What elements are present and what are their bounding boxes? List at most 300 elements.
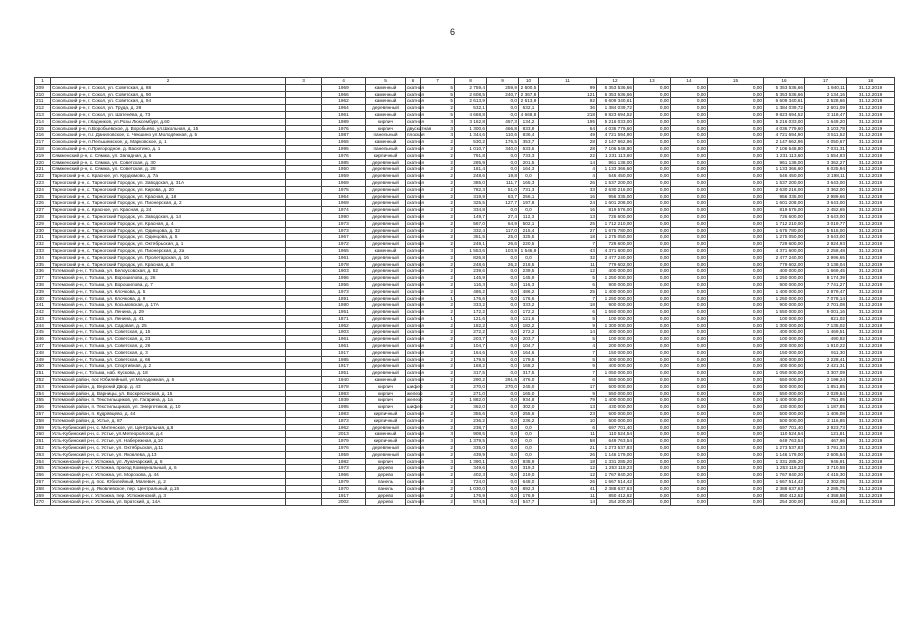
table-cell: 2 — [421, 105, 455, 112]
table-cell: 1 250 000,00 — [597, 295, 634, 302]
table-cell: 1 273 537,83 — [597, 445, 634, 452]
table-cell: 0,00 — [634, 336, 671, 343]
table-cell: Усть-Кубинский р-н, с. Устье, ул. Набережная, д.10 — [51, 438, 286, 445]
table-cell: 230 — [35, 227, 51, 234]
table-cell: 0,00 — [708, 234, 764, 241]
table-cell: 6 609 340,61 — [597, 98, 634, 105]
table-cell: 1969 — [322, 179, 366, 186]
table-cell: 31.12.2019 — [847, 159, 895, 166]
table-cell: 1 231 113,60 — [764, 152, 805, 159]
table-cell: Сямженский р-н, с. Сямжа, ул. Советская, д. 28 — [51, 166, 286, 173]
table-cell: 1 940,11 — [805, 84, 847, 91]
table-cell: кирпичный — [366, 438, 406, 445]
table-cell: 1 384 039,72 — [597, 105, 634, 112]
table-row — [35, 268, 895, 275]
table-cell: 2 — [421, 499, 455, 506]
table-cell: дерево — [366, 465, 406, 472]
table-cell: 0,00 — [634, 288, 671, 295]
table-cell: 33 — [539, 186, 597, 193]
table-cell: 9 823 694,52 — [597, 111, 634, 118]
table-cell: 0,00 — [708, 315, 764, 322]
table-cell: Тарногский р-н, с. Тарногский Городок, ул. Октябрьская, д. 1 — [51, 241, 286, 248]
table-cell: скатная — [407, 152, 424, 158]
table-cell: 31.12.2019 — [847, 166, 895, 173]
table-cell: 0,0 — [487, 111, 519, 118]
table-cell: 2 613,9 — [519, 98, 539, 105]
table-cell: 7 106 548,80 — [597, 145, 634, 152]
table-cell: 0,0 — [487, 438, 519, 445]
table-cell: деревянный — [366, 424, 406, 431]
table-row — [35, 173, 895, 180]
table-cell: 0,00 — [708, 295, 764, 302]
table-cell — [286, 275, 322, 282]
table-cell: 956 335,00 — [597, 193, 634, 200]
table-cell: 1 300 000,00 — [597, 322, 634, 329]
table-cell: скатная — [407, 91, 424, 97]
table-cell: 334,8 — [455, 207, 487, 214]
table-cell: 2 — [421, 268, 455, 275]
table-cell: 172,2 — [455, 309, 487, 316]
table-cell: 2 — [421, 152, 455, 159]
table-cell: 0,00 — [671, 247, 708, 254]
table-cell: 0,00 — [671, 84, 708, 91]
table-cell: кирпич — [366, 397, 406, 404]
table-cell: 0,00 — [671, 377, 708, 384]
table-cell: 362,0 — [455, 404, 487, 411]
table-cell: 0,00 — [671, 111, 708, 118]
table-cell: деревянный — [366, 186, 406, 193]
table-cell: 0,00 — [708, 499, 764, 506]
table-cell: 0,00 — [634, 91, 671, 98]
table-cell: дерево — [366, 472, 406, 479]
table-cell: 201,5 — [519, 159, 539, 166]
table-cell: 2 — [421, 281, 455, 288]
table-cell: 31.12.2019 — [847, 227, 895, 234]
table-cell: 1951 — [322, 309, 366, 316]
table-cell: 900 000,00 — [764, 281, 805, 288]
table-cell — [286, 295, 322, 302]
table-cell: 1 273 537,83 — [764, 445, 805, 452]
table-cell: 211 — [35, 98, 51, 105]
table-cell: 6 609 340,61 — [764, 98, 805, 105]
table-cell: 51,0 — [487, 186, 519, 193]
table-cell — [286, 105, 322, 112]
table-cell: 5 353 536,66 — [764, 91, 805, 98]
table-cell: 0,00 — [671, 193, 708, 200]
table-cell: 2 118,47 — [805, 111, 847, 118]
table-cell: 10 — [539, 417, 597, 424]
table-cell: 0,00 — [634, 309, 671, 316]
table-cell: 239,6 — [455, 268, 487, 275]
table-cell: 2 228,41 — [805, 356, 847, 363]
table-cell: 0,00 — [671, 241, 708, 248]
table-cell: 0,0 — [487, 159, 519, 166]
table-cell: скатная — [407, 336, 424, 342]
table-cell: 0,0 — [487, 309, 519, 316]
table-cell: 179,5 — [519, 356, 539, 363]
table-cell: 2 630 216,00 — [597, 186, 634, 193]
table-cell: 1987 — [322, 132, 366, 139]
table-cell: Устюженский р-н, д. пос. Юбилейный, Малевич, д. 2 — [51, 479, 286, 486]
table-cell: 317,5 — [519, 370, 539, 377]
table-cell: 0,0 — [487, 465, 519, 472]
table-cell: 0,00 — [634, 139, 671, 146]
table-cell: 1950 — [322, 166, 366, 173]
table-cell: 0,0 — [487, 417, 519, 424]
table-cell: деревянный — [366, 227, 406, 234]
table-cell — [286, 132, 322, 139]
table-cell: 1903 — [322, 329, 366, 336]
table-cell: 164,6 — [519, 349, 539, 356]
table-cell: 99 — [539, 84, 597, 91]
table-cell: 145,9 — [519, 275, 539, 282]
table-cell: 1 601 208,00 — [597, 200, 634, 207]
table-cell: 31.12.2019 — [847, 315, 895, 322]
table-cell: 117,0 — [487, 227, 519, 234]
table-cell: 0,00 — [634, 343, 671, 350]
table-cell: 0,00 — [634, 390, 671, 397]
table-cell: деревянный — [366, 159, 406, 166]
table-cell: 5 353 536,66 — [764, 84, 805, 91]
table-cell: 31.12.2019 — [847, 411, 895, 418]
table-cell: Тотемский р-н, г. Тотьма, ул. Косьмовская, д. 17А — [51, 302, 286, 309]
table-cell — [286, 166, 322, 173]
table-cell: скатная — [407, 499, 424, 505]
table-cell: каменный — [366, 91, 406, 98]
table-cell: двускатная — [407, 125, 432, 131]
table-cell: Тарногский р-н, с. Тарногский Городок, ул. Заводская, д. 31А — [51, 179, 286, 186]
table-cell: 240 — [35, 295, 51, 302]
table-cell: 1 667 514,42 — [764, 479, 805, 486]
table-cell: 2 — [421, 179, 455, 186]
table-cell: 0,00 — [634, 472, 671, 479]
table-cell: 0,0 — [487, 288, 519, 295]
table-row — [35, 132, 895, 139]
table-cell: 351,5 — [455, 234, 487, 241]
table-cell: 697 701,40 — [764, 424, 805, 431]
table-cell: 236 — [35, 268, 51, 275]
table-cell: 31.12.2019 — [847, 349, 895, 356]
table-cell: 14 — [539, 329, 597, 336]
table-cell: 333,2 — [455, 302, 487, 309]
table-cell: 0,0 — [487, 281, 519, 288]
table-cell: 9 — [539, 322, 597, 329]
table-cell: Тарногский р-н, с. Тарногский Городок, ул. Одинцова, д. 32 — [51, 227, 286, 234]
table-cell: 729 600,00 — [764, 241, 805, 248]
table-cell: 2 — [421, 356, 455, 363]
column-number: 14 — [671, 78, 708, 85]
table-cell: 0,00 — [634, 234, 671, 241]
table-cell: 1 379,5 — [455, 438, 487, 445]
table-cell: 31.12.2019 — [847, 499, 895, 506]
table-cell: 110 524,54 — [597, 431, 634, 438]
table-row — [35, 404, 895, 411]
table-cell: 31.12.2019 — [847, 84, 895, 91]
table-cell: 908,5 — [455, 431, 487, 438]
table-cell: 2 — [421, 322, 455, 329]
table-cell: Тотемский р-н, г. Тотьма, ул. Советская, д. 23 — [51, 336, 286, 343]
table-cell: 729 600,00 — [597, 241, 634, 248]
table-cell: 4 371 600,00 — [764, 247, 805, 254]
table-cell: 31.12.2019 — [847, 234, 895, 241]
table-cell: 0,00 — [708, 213, 764, 220]
table-cell: 27 — [539, 227, 597, 234]
table-cell — [286, 499, 322, 506]
table-cell: скатная — [407, 98, 424, 104]
table-row — [35, 445, 895, 452]
table-cell: 0,00 — [634, 152, 671, 159]
table-cell: 530,2 — [455, 139, 487, 146]
table-cell: скатная — [407, 145, 424, 151]
table-cell: 4 668,8 — [519, 111, 539, 118]
table-cell: Тотемский р-н, г. Тотьма, ул. Белоусовская, д. 52 — [51, 268, 286, 275]
table-cell: 0,0 — [519, 207, 539, 214]
table-cell: 1 400 000,00 — [764, 288, 805, 295]
table-cell: 31.12.2019 — [847, 424, 895, 431]
table-cell: 1 250 000,00 — [764, 295, 805, 302]
table-cell: скатная — [407, 492, 424, 498]
table-cell: 1956 — [322, 281, 366, 288]
table-cell: 0,00 — [708, 84, 764, 91]
table-cell: 238 — [35, 281, 51, 288]
table-cell: 9 823 694,52 — [764, 111, 805, 118]
table-cell: 31.12.2019 — [847, 390, 895, 397]
table-row — [35, 438, 895, 445]
table-cell: 0,00 — [671, 125, 708, 132]
table-cell: 31.12.2019 — [847, 207, 895, 214]
column-number: 5 — [366, 78, 406, 85]
table-cell: 2 — [421, 145, 455, 152]
table-cell: 0,0 — [487, 336, 519, 343]
table-cell: 1969 — [322, 200, 366, 207]
table-cell: 6 — [539, 309, 597, 316]
table-cell: 4 721 594,90 — [597, 132, 634, 139]
table-cell: Тотемский р-н, г. Тотьма, ул. Спортивная, д. 2 — [51, 363, 286, 370]
table-cell: 0,00 — [671, 383, 708, 390]
table-cell: 2 — [421, 465, 455, 472]
table-cell: 239 — [35, 288, 51, 295]
table-cell: скатная — [407, 343, 424, 349]
table-cell: скатная — [407, 261, 424, 267]
table-cell: 779 602,00 — [764, 261, 805, 268]
table-cell: 1969 — [322, 84, 366, 91]
table-cell: 0,00 — [634, 132, 671, 139]
table-cell: 500 000,00 — [764, 417, 805, 424]
table-cell: 0,00 — [708, 145, 764, 152]
table-cell: 0,00 — [671, 186, 708, 193]
table-cell: 0,00 — [708, 404, 764, 411]
table-cell: 0,00 — [671, 275, 708, 282]
table-cell: 0,00 — [634, 98, 671, 105]
table-cell: 7 135,02 — [805, 322, 847, 329]
table-cell: 0,00 — [634, 397, 671, 404]
table-cell: 1 050 000,00 — [597, 370, 634, 377]
table-cell — [286, 336, 322, 343]
table-cell: 1 675 780,00 — [597, 227, 634, 234]
table-cell: 26,2 — [487, 261, 519, 268]
table-cell — [286, 207, 322, 214]
table-cell: 2 608,5 — [455, 91, 487, 98]
table-cell: 2 — [421, 302, 455, 309]
table-cell: 13 — [539, 404, 597, 411]
table-cell: скатная — [407, 349, 424, 355]
table-cell: 203,7 — [519, 336, 539, 343]
column-number: 9 — [487, 78, 519, 85]
table-cell: Тотемский р-н, г. Тотьма, ул. Ленина, д. 29 — [51, 309, 286, 316]
table-cell: 956 335,00 — [764, 193, 805, 200]
table-cell: 457,3 — [487, 118, 519, 125]
table-cell: Тотемский р-н, г. Тотьма, ул. Советская, д. 3 — [51, 349, 286, 356]
table-row — [35, 424, 895, 431]
table-cell: 223 — [35, 179, 51, 186]
table-row — [35, 377, 895, 384]
table-cell: 0,00 — [634, 485, 671, 492]
table-cell — [286, 431, 322, 438]
table-cell: 0,0 — [487, 370, 519, 377]
table-cell: 1 — [421, 295, 455, 302]
table-cell: 550 000,00 — [597, 390, 634, 397]
table-cell: 0,00 — [671, 98, 708, 105]
table-cell: 317,5 — [455, 370, 487, 377]
table-cell: 1 253 119,23 — [764, 465, 805, 472]
table-cell: скатная — [407, 485, 424, 491]
table-cell: 0,00 — [671, 356, 708, 363]
table-cell: 0,0 — [487, 404, 519, 411]
table-cell: 0,00 — [634, 315, 671, 322]
table-cell: 31.12.2019 — [847, 322, 895, 329]
table-cell: 0,00 — [634, 275, 671, 282]
table-cell: 2 — [421, 275, 455, 282]
table-cell: 0,00 — [708, 268, 764, 275]
table-cell: 2 — [421, 445, 455, 452]
table-cell: 2 — [421, 479, 455, 486]
table-cell: 18 — [539, 458, 597, 465]
table-row — [35, 343, 895, 350]
table-cell: 2 — [421, 377, 455, 384]
table-cell: 0,0 — [487, 302, 519, 309]
table-cell: 0,00 — [671, 451, 708, 458]
table-cell: 3 791,33 — [805, 445, 847, 452]
table-cell: деревянный — [366, 166, 406, 173]
table-cell: 1 — [421, 315, 455, 322]
table-cell: Устюженский р-н, г. Устюжна, ул. Морозова, д. 44 — [51, 472, 286, 479]
table-cell: 1959 — [322, 173, 366, 180]
table-row — [35, 336, 895, 343]
table-cell: 13 — [539, 213, 597, 220]
table-cell — [286, 193, 322, 200]
table-cell: 500 000,00 — [597, 383, 634, 390]
table-cell: 31.12.2019 — [847, 281, 895, 288]
table-row — [35, 492, 895, 499]
table-cell: 1 250 000,00 — [597, 275, 634, 282]
table-cell: Сокольский р-н, п.Пригородное, д. Васютино, д. 1 — [51, 145, 286, 152]
table-cell — [286, 152, 322, 159]
table-cell: 100 000,00 — [764, 336, 805, 343]
table-cell: 0,0 — [487, 397, 519, 404]
table-cell: 0,00 — [634, 220, 671, 227]
table-cell: 134,2 — [519, 118, 539, 125]
table-cell: 0,0 — [487, 451, 519, 458]
table-cell: 500 000,00 — [764, 411, 805, 418]
table-cell: 0,00 — [708, 411, 764, 418]
table-cell: скатная — [407, 193, 424, 199]
table-row — [35, 179, 895, 186]
table-cell: 0,00 — [671, 438, 708, 445]
table-row — [35, 220, 895, 227]
table-cell: 500 000,00 — [597, 417, 634, 424]
table-cell: деревянный — [366, 234, 406, 241]
table-cell: 726 600,00 — [597, 213, 634, 220]
table-cell: 547,7 — [519, 499, 539, 506]
table-cell: 14 — [539, 159, 597, 166]
table-cell: 2 605,54 — [805, 451, 847, 458]
table-cell: 0,00 — [634, 186, 671, 193]
table-cell: 550 000,00 — [764, 377, 805, 384]
table-cell: деревянный — [366, 173, 406, 180]
table-cell: скатная — [407, 465, 424, 471]
table-cell: 244 — [35, 322, 51, 329]
table-cell: 0,00 — [634, 424, 671, 431]
table-cell: Тарногский р-н, с. Тарногский Городок, ул. Пионерская, д. 2 — [51, 200, 286, 207]
table-cell — [286, 173, 322, 180]
table-cell: 31.12.2019 — [847, 356, 895, 363]
table-cell: 0,0 — [487, 431, 519, 438]
table-cell: 0,00 — [708, 179, 764, 186]
table-cell: 532,1 — [455, 105, 487, 112]
table-cell: 110 524,54 — [764, 431, 805, 438]
table-cell: 237 — [35, 275, 51, 282]
table-cell: деревянный — [366, 105, 406, 112]
table-cell: скатная — [407, 179, 424, 185]
table-cell: 0,00 — [634, 383, 671, 390]
table-cell — [286, 125, 322, 132]
table-cell: 1 649,20 — [805, 118, 847, 125]
table-cell: 31.12.2019 — [847, 288, 895, 295]
table-cell: 5 — [539, 315, 597, 322]
table-cell: панельный — [366, 132, 406, 139]
table-cell: 0,00 — [671, 397, 708, 404]
table-cell: скатная — [407, 200, 424, 206]
table-cell: 2 116,85 — [805, 417, 847, 424]
table-cell: 1917 — [322, 492, 366, 499]
table-cell: 0,00 — [634, 173, 671, 180]
table-cell: 0,00 — [634, 207, 671, 214]
table-cell: кирпич — [366, 383, 406, 390]
table-cell — [286, 424, 322, 431]
table-cell: 0,00 — [671, 499, 708, 506]
table-cell: 0,00 — [634, 479, 671, 486]
table-cell: 0,0 — [519, 424, 539, 431]
table-cell: 0,0 — [487, 390, 519, 397]
table-cell: 31.12.2019 — [847, 186, 895, 193]
table-cell: 0,0 — [487, 152, 519, 159]
table-cell: 0,00 — [634, 179, 671, 186]
table-cell: скатная — [407, 84, 424, 90]
table-cell: 0,00 — [634, 159, 671, 166]
table-cell: 2 — [421, 424, 455, 431]
table-cell: 200 000,00 — [764, 343, 805, 350]
table-cell: 0,00 — [634, 261, 671, 268]
table-cell: 103,9 — [487, 247, 519, 254]
table-cell: 2 477 240,00 — [764, 254, 805, 261]
table-cell: 31.12.2019 — [847, 479, 895, 486]
table-cell: 0,00 — [671, 431, 708, 438]
table-cell: 4 — [539, 343, 597, 350]
table-cell: 7 078,14 — [805, 295, 847, 302]
table-cell: 176,5 — [487, 139, 519, 146]
table-cell: 400 000,00 — [764, 363, 805, 370]
table-cell: 2 302,05 — [805, 479, 847, 486]
